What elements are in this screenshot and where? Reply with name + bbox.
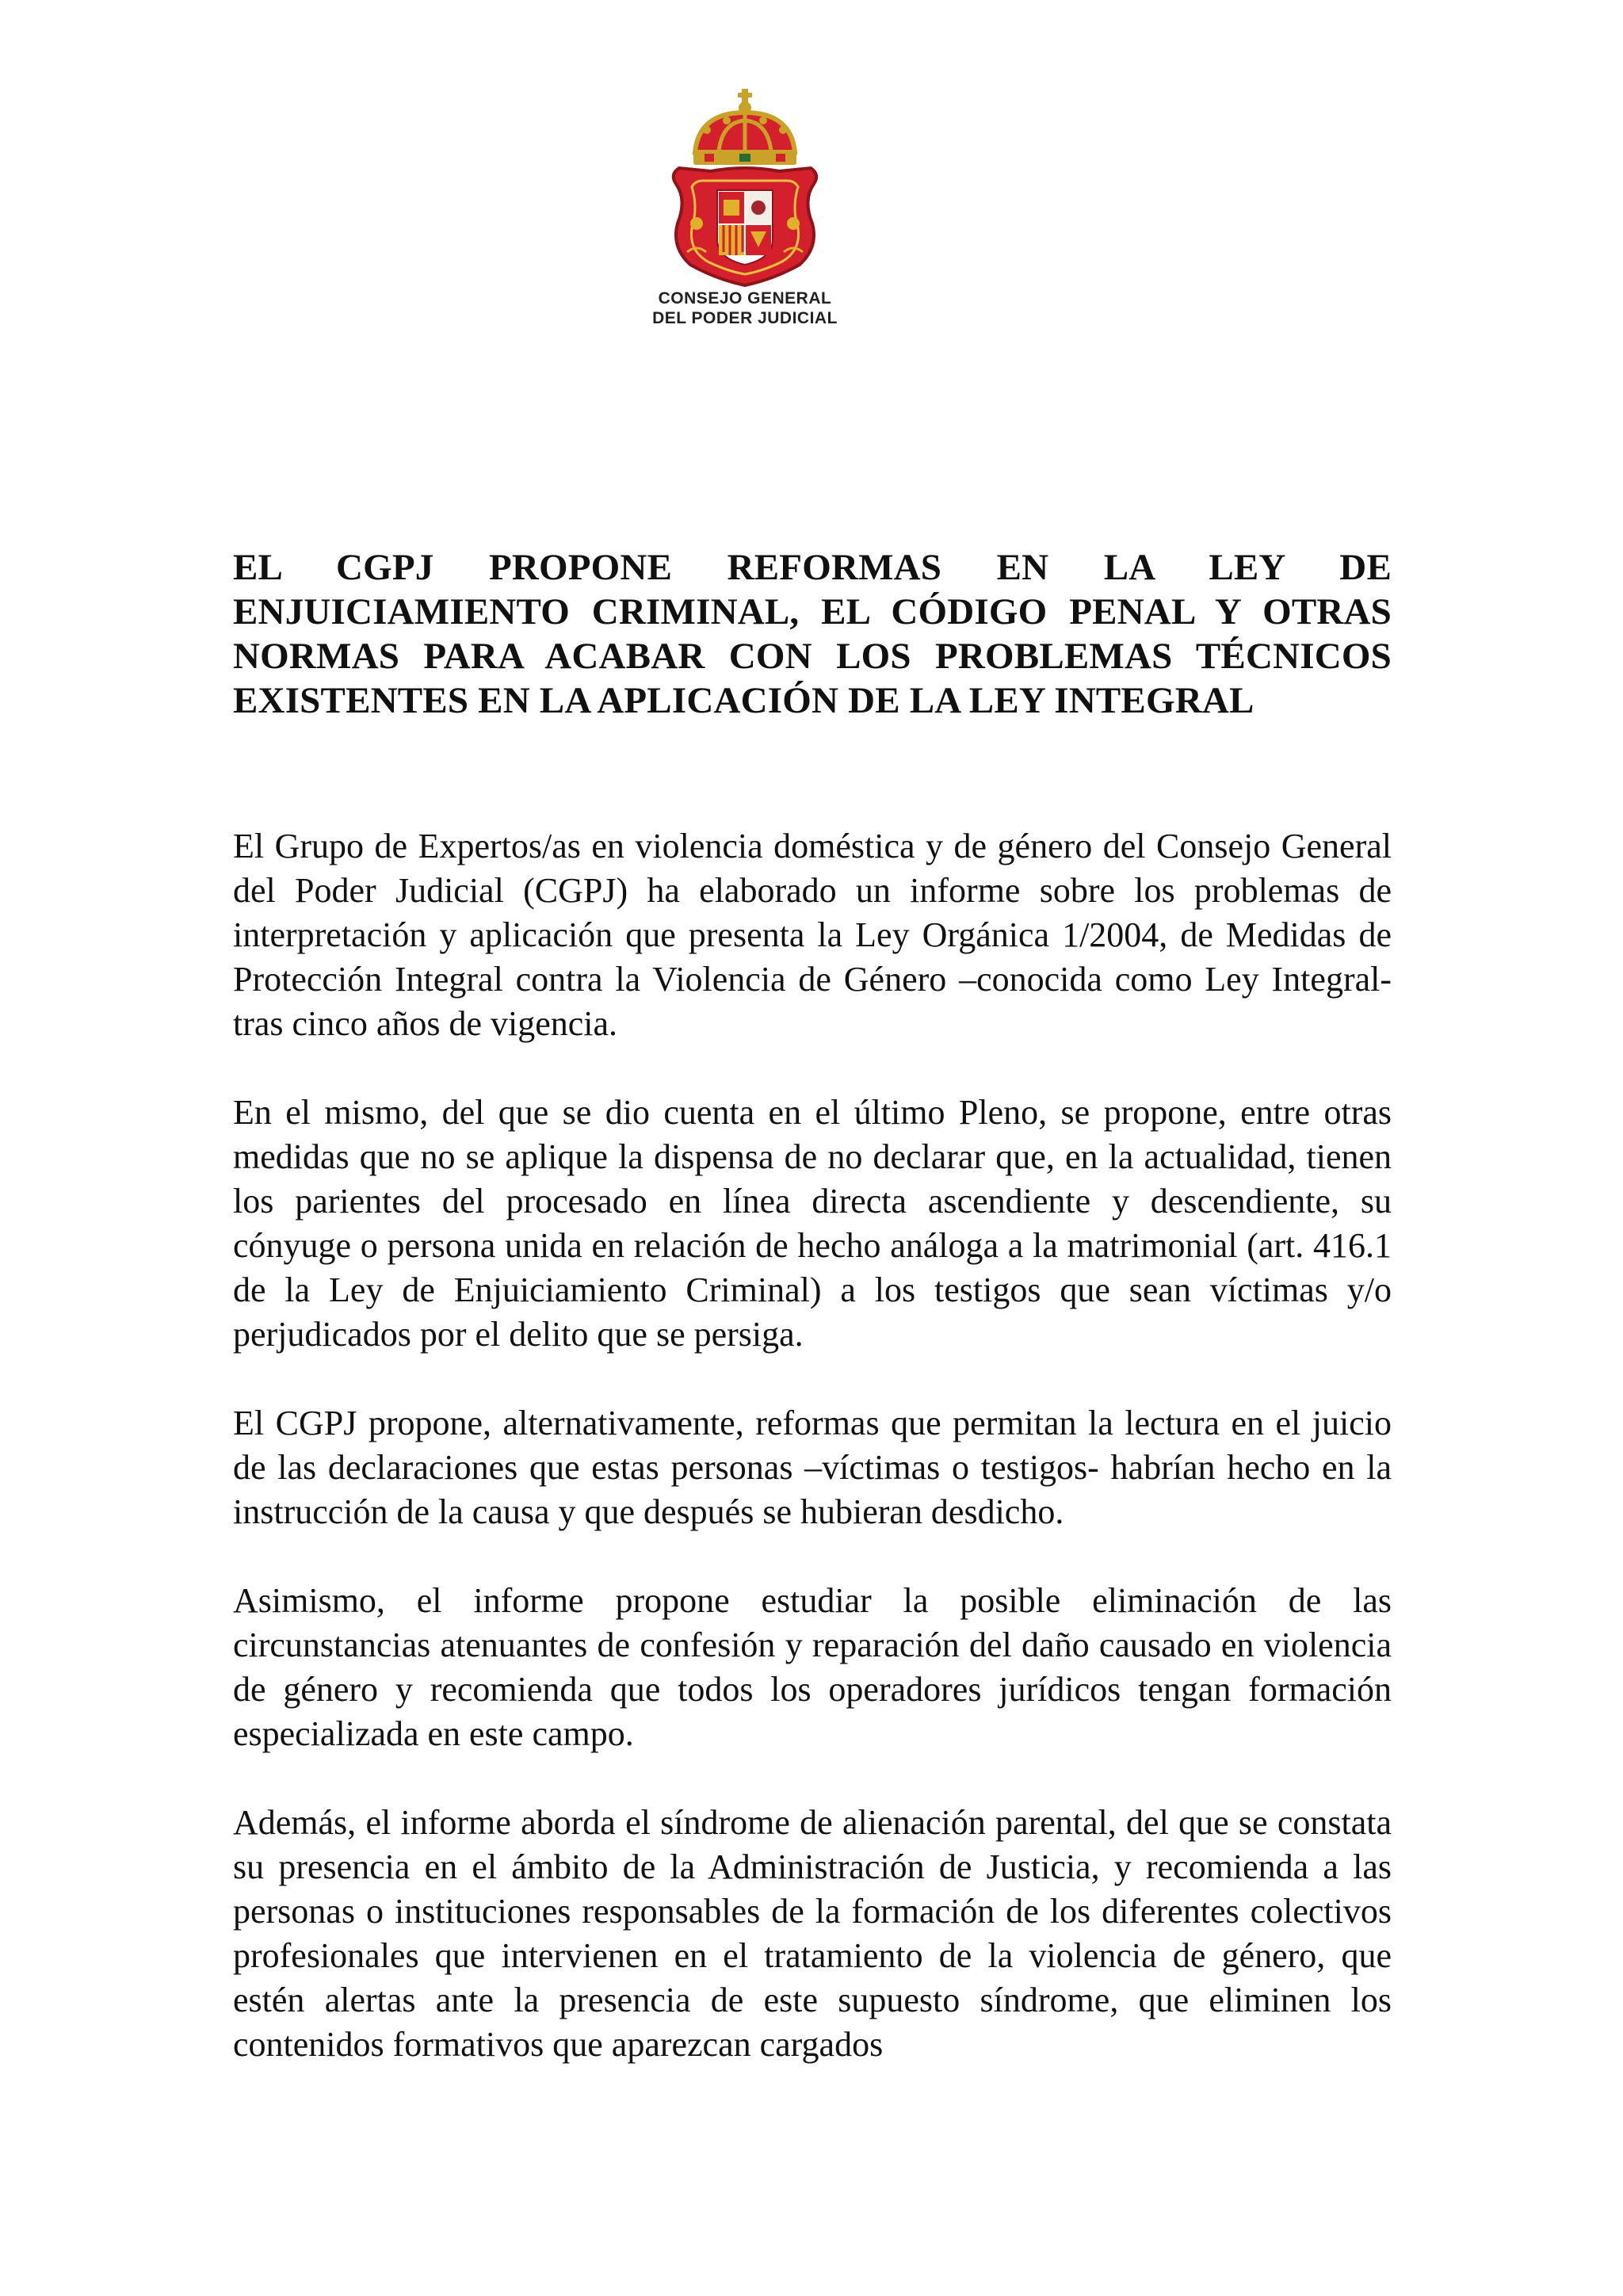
document-paragraphs [233,824,1392,2067]
paragraph: El CGPJ propone, alternativamente, reformas que permitan la lectura en el juicio de las declaraciones que estas personas –víctimas o testigos- habrían hecho en la instrucción de la causa y que después se hubieran desdicho. [233,1404,1392,1531]
paragraph: Además, el informe aborda el síndrome de alienación parental, del que se constata su presencia en el ámbito de la Administración de Justicia, y recomienda a las personas o instituciones responsables de la formación de los diferentes colectivos profesionales que intervienen en el tratamiento de la violencia de género, que estén alertas ante la presencia de este supuesto síndrome, que eliminen los contenidos formativos que aparezcan cargados [233,1803,1392,2064]
org-name [602,288,888,328]
paragraph: En el mismo, del que se dio cuenta en el último Pleno, se propone, entre otras medidas que no se aplique la dispensa de no declarar que, en la actualidad, tienen los parientes del procesado en línea directa ascendiente y descendiente, su cónyuge o persona unida en relación de hecho análoga a la matrimonial (art. 416.1 de la Ley de Enjuiciamiento Criminal) a los testigos que sean víctimas y/o perjudicados por el delito que se persiga. [233,1093,1392,1354]
paragraph: El Grupo de Expertos/as en violencia doméstica y de género del Consejo General del Poder Judicial (CGPJ) ha elaborado un informe sobre los problemas de interpretación y aplicación que presenta la Ley Orgánica 1/2004, de Medidas de Protección Integral contra la Violencia de Género –conocida como Ley Integral- tras cinco años de vigencia. [233,827,1392,1043]
paragraph: Asimismo, el informe propone estudiar la posible eliminación de las circunstancias atenuantes de confesión y reparación del daño causado en violencia de género y recomienda que todos los operadores jurídicos tengan formación especializada en este campo. [233,1581,1392,1753]
header-logo [602,89,888,342]
org-name-line2: DEL PODER JUDICIAL [652,309,838,327]
cgpj-crest-icon [663,89,827,287]
org-name-line1: CONSEJO GENERAL [658,289,832,308]
document-body [233,545,1392,2111]
document-headline: EL CGPJ PROPONE REFORMAS EN LA LEY DE ENJUICIAMIENTO CRIMINAL, EL CÓDIGO PENAL Y OTRAS NORMAS PARA ACABAR CON LOS PROBLEMAS TÉCNICOS EXISTENTES EN LA APLICACIÓN DE LA LEY INTEGRAL [233,547,1392,721]
